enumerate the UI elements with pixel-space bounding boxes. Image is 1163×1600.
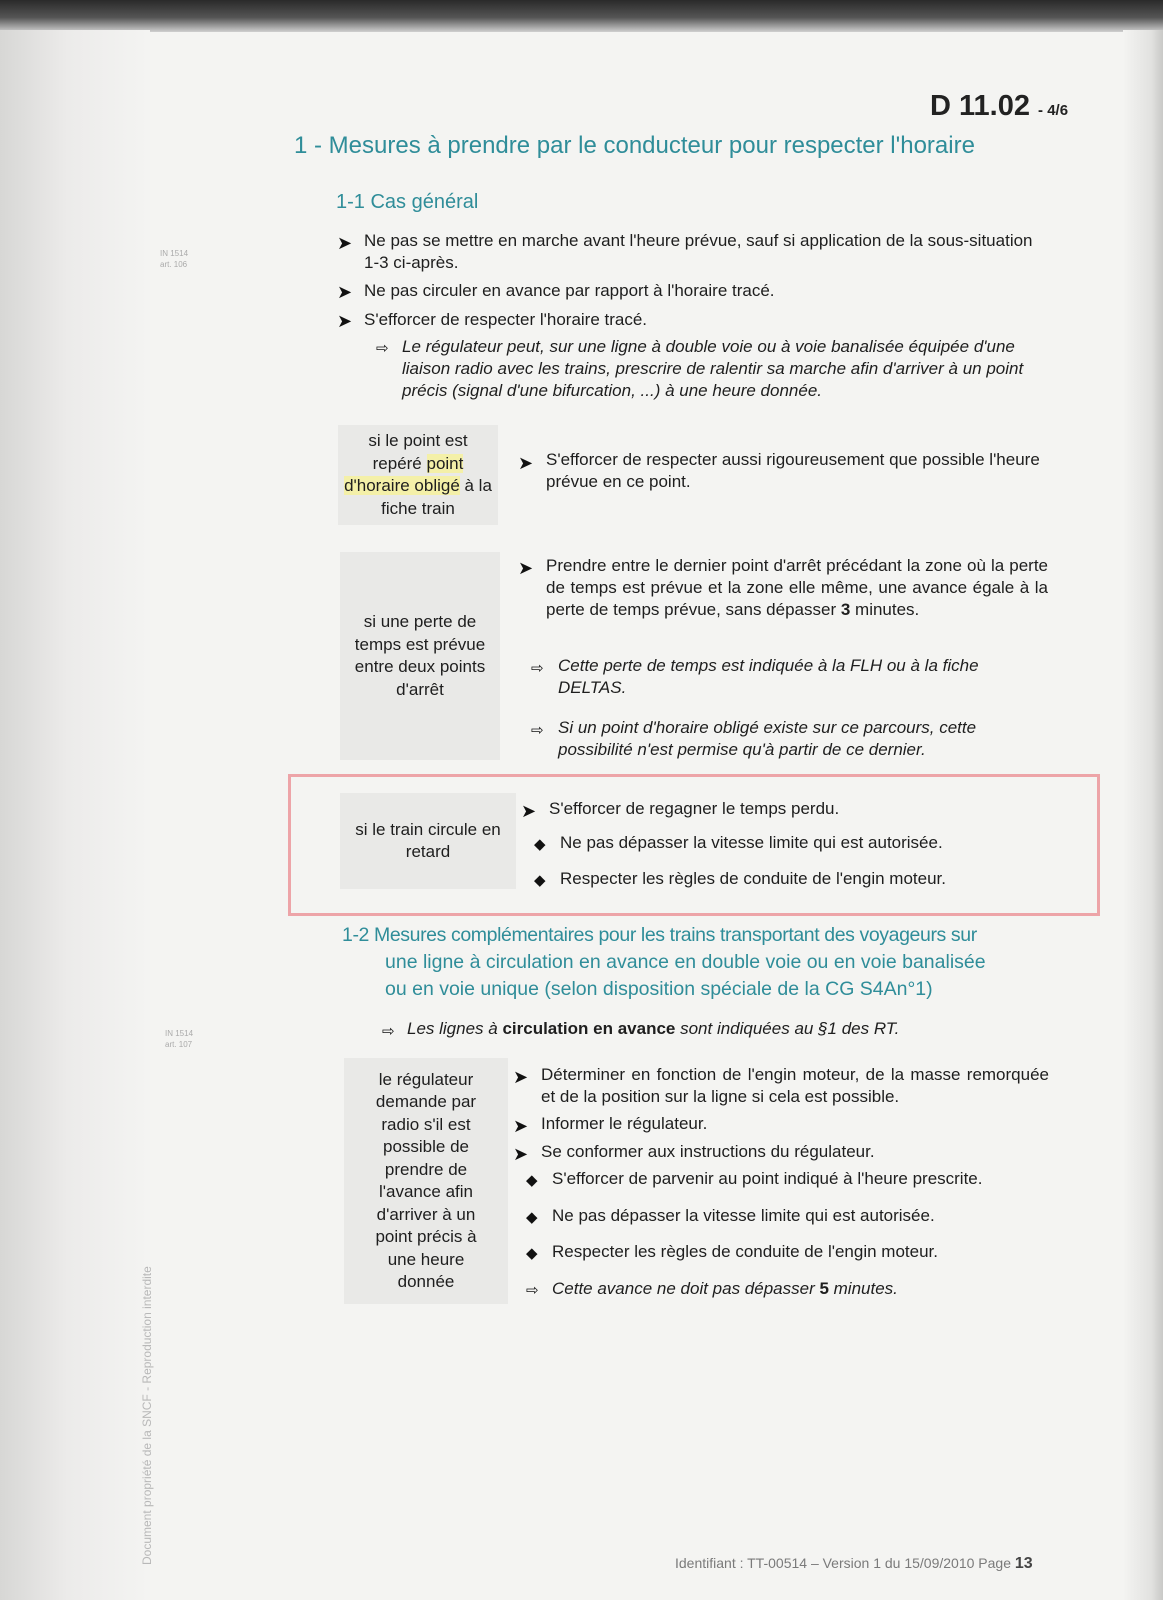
document-ref-page: - 4/6 — [1038, 102, 1069, 119]
case-regulateur-sub-1: S'efforcer de parvenir au point indiqué à l'heure prescrite. — [552, 1169, 983, 1188]
section-title: 1 - Mesures à prendre par le conducteur pour respecter l'horaire — [294, 132, 975, 159]
arrow-bullet-icon: ➤ — [513, 1067, 529, 1087]
diamond-bullet-icon: ◆ — [526, 1172, 538, 1189]
item-text: Prendre entre le dernier point d'arrêt précédant la zone où la perte de temps est prévue et la zone elle même, une avance égale à la perte de temps prévue, sans dépasser — [546, 556, 1048, 619]
subsection-title-1-2-line-1: 1-2 Mesures complémentaires pour les trains transportant des voyageurs sur — [342, 924, 977, 946]
case-label-point-text — [344, 430, 492, 520]
arrow-bullet-icon: ➤ — [337, 282, 353, 302]
label-text: si le point est repéré — [368, 431, 468, 473]
subsection-title-1-2-line-2: une ligne à circulation en avance en double voie ou en voie banalisée — [385, 951, 986, 973]
margin-note-line: IN 1514 — [160, 249, 189, 258]
general-note: Le régulateur peut, sur une ligne à double voie ou à voie banalisée équipée d'une liaison radio avec les trains, prescrire de ralentir sa marche afin d'arriver à un point précis (signal d'une bifurcation, ...) à une heure donnée. — [402, 337, 1024, 400]
copyright-side-text: Document propriété de la SNCF - Reproduction interdite — [140, 1266, 154, 1565]
case-label-perte: si une perte de temps est prévue entre deux points d'arrêt — [340, 552, 500, 760]
case-retard-item: S'efforcer de regagner le temps perdu. — [549, 799, 840, 818]
general-item: S'efforcer de respecter l'horaire tracé. — [364, 310, 648, 329]
margin-note-1 — [160, 248, 188, 270]
diamond-bullet-icon: ◆ — [526, 1245, 538, 1262]
subsection-title-1-2-line-3: ou en voie unique (selon disposition spéciale de la CG S4An°1) — [385, 978, 933, 1000]
case-regulateur-note — [552, 1278, 1052, 1300]
document-ref-code: D 11.02 — [930, 90, 1030, 122]
diamond-bullet-icon: ◆ — [534, 872, 546, 889]
scan-top-edge — [0, 0, 1163, 32]
arrow-bullet-icon: ➤ — [521, 801, 537, 821]
page-binding-shadow — [0, 30, 150, 1600]
case-regulateur-sub-2: Ne pas dépasser la vitesse limite qui est autorisée. — [552, 1206, 935, 1225]
case-retard-sub-1: Ne pas dépasser la vitesse limite qui est autorisée. — [560, 833, 943, 852]
arrow-bullet-icon: ➤ — [518, 453, 534, 473]
footer-text: Identifiant : TT-00514 – Version 1 du 15/09/2010 Page — [675, 1555, 1015, 1571]
diamond-bullet-icon: ◆ — [526, 1209, 538, 1226]
arrow-bullet-icon: ➤ — [513, 1144, 529, 1164]
case-perte-note-2: Si un point d'horaire obligé existe sur ce parcours, cette possibilité n'est permise qu'à partir de ce dernier. — [558, 718, 977, 759]
subsection-title-1-1: 1-1 Cas général — [336, 191, 479, 213]
case-regulateur-item-1: Déterminer en fonction de l'engin moteur, de la masse remorquée et de la position sur la ligne si cela est possible. — [541, 1065, 1049, 1106]
note-bold-value: 5 — [819, 1279, 829, 1298]
arrow-bullet-icon: ➤ — [337, 311, 353, 331]
margin-note-line: art. 107 — [165, 1040, 193, 1049]
section-1-2-note — [407, 1018, 1047, 1040]
arrow-bullet-icon: ➤ — [518, 558, 534, 578]
case-label-point — [338, 425, 498, 525]
case-label-regulateur: le régulateur demande par radio s'il est possible de prendre de l'avance afin d'arriver à un point précis à une heure donnée — [344, 1058, 508, 1304]
highlighted-label-text: point d'horaire obligé — [344, 453, 464, 495]
note-text: Les lignes à — [407, 1019, 503, 1038]
margin-note-2 — [165, 1028, 193, 1050]
item-text: minutes. — [850, 600, 920, 619]
page-right-edge — [1123, 30, 1163, 1600]
note-arrow-icon: ⇨ — [376, 340, 389, 357]
case-perte-item — [546, 555, 1048, 621]
case-regulateur-sub-3: Respecter les règles de conduite de l'engin moteur. — [552, 1242, 938, 1261]
note-arrow-icon: ⇨ — [526, 1282, 539, 1299]
arrow-bullet-icon: ➤ — [513, 1116, 529, 1136]
note-text: Cette avance ne doit pas dépasser — [552, 1279, 820, 1298]
item-bold-value: 3 — [840, 600, 851, 619]
note-bold-text: circulation en avance — [502, 1019, 676, 1038]
case-regulateur-item-2: Informer le régulateur. — [541, 1114, 708, 1133]
case-retard-sub-2: Respecter les règles de conduite de l'engin moteur. — [560, 869, 946, 888]
margin-note-line: art. 106 — [160, 260, 188, 269]
case-label-retard: si le train circule en retard — [340, 793, 516, 889]
case-point-item: S'efforcer de respecter aussi rigoureusement que possible l'heure prévue en ce point. — [546, 450, 1040, 491]
page-footer — [675, 1555, 1033, 1573]
case-regulateur-item-3: Se conformer aux instructions du régulateur. — [541, 1142, 875, 1161]
margin-note-line: IN 1514 — [165, 1029, 194, 1038]
label-text: à la fiche train — [381, 476, 492, 518]
arrow-bullet-icon: ➤ — [337, 233, 353, 253]
general-item: Ne pas circuler en avance par rapport à l'horaire tracé. — [364, 281, 775, 300]
diamond-bullet-icon: ◆ — [534, 836, 546, 853]
note-text: sont indiquées au §1 des RT. — [675, 1019, 900, 1038]
document-reference — [930, 90, 1068, 123]
note-arrow-icon: ⇨ — [382, 1023, 395, 1040]
note-arrow-icon: ⇨ — [531, 722, 544, 739]
case-perte-note-1: Cette perte de temps est indiquée à la FLH ou à la fiche DELTAS. — [558, 656, 979, 697]
footer-page-number: 13 — [1014, 1555, 1033, 1572]
general-item: Ne pas se mettre en marche avant l'heure prévue, sauf si application de la sous-situation 1-3 ci-après. — [364, 231, 1033, 272]
note-arrow-icon: ⇨ — [531, 660, 544, 677]
note-text: minutes. — [828, 1279, 898, 1298]
